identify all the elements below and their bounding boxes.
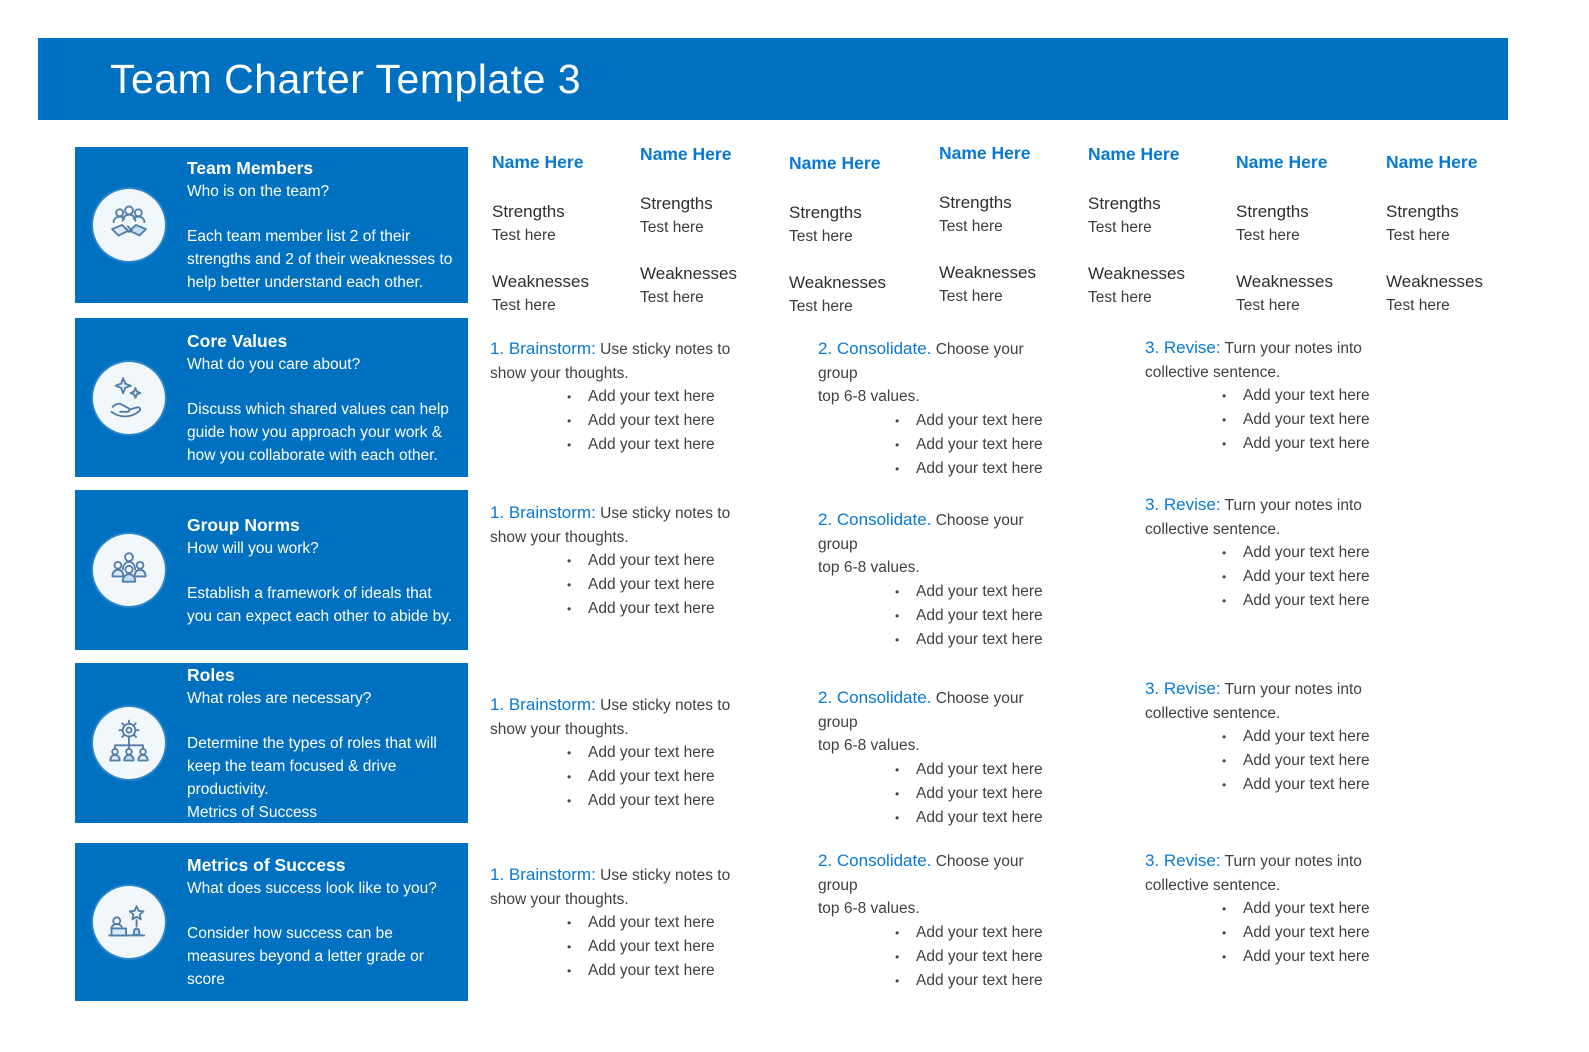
step-heading (490, 337, 820, 385)
process-step-cell (818, 686, 1148, 830)
step-label: 1. Brainstorm: (490, 339, 596, 358)
bullet-text: Add your text here (916, 923, 1043, 941)
step-instruction-line: group (818, 364, 858, 382)
bullet-text: Add your text here (916, 582, 1043, 600)
icon-circle (93, 189, 165, 261)
slide-header (38, 38, 1508, 120)
weaknesses-entry-placeholder[interactable]: Test here (492, 297, 556, 314)
step-bullet-list (567, 385, 820, 457)
step-bullet-list (895, 758, 1148, 830)
weaknesses-label: Weaknesses (1088, 264, 1186, 283)
member-column (1236, 152, 1376, 318)
bullet-item-placeholder[interactable] (567, 549, 820, 573)
process-step-cell (1145, 849, 1475, 969)
process-step-cell (490, 337, 820, 457)
member-name-placeholder[interactable]: Name Here (492, 152, 584, 172)
bullet-text: Add your text here (588, 576, 715, 593)
step-label: 2. Consolidate. (818, 851, 932, 870)
step-instruction: Choose your (935, 853, 1024, 870)
strengths-entry-placeholder[interactable]: Test here (492, 227, 556, 244)
bullet-text: Add your text here (916, 760, 1043, 778)
member-column (640, 144, 780, 310)
section-title: Group Norms (187, 514, 300, 535)
bullet-text: Add your text here (1243, 776, 1370, 793)
bullet-icon: • (567, 414, 572, 428)
bullet-text: Add your text here (588, 388, 715, 405)
process-step-cell (1145, 336, 1475, 456)
bullet-item-placeholder[interactable] (1222, 725, 1475, 749)
bullet-icon: • (895, 437, 900, 452)
bullet-icon: • (895, 973, 900, 988)
step-instruction-line: collective sentence. (1145, 876, 1281, 894)
section-text (187, 156, 458, 294)
bullet-text: Add your text here (1243, 592, 1370, 609)
team-members-icon (101, 197, 157, 253)
bullet-text: Add your text here (916, 630, 1043, 648)
weaknesses-entry-placeholder[interactable]: Test here (1236, 297, 1300, 314)
bullet-icon: • (567, 770, 572, 784)
step-heading (818, 849, 1148, 921)
bullet-icon: • (1222, 546, 1227, 560)
icon-circle (93, 534, 165, 606)
bullet-text: Add your text here (916, 435, 1043, 453)
section-description: Determine the types of roles that will keep the team focused & drive productivity. (187, 734, 437, 798)
icon-circle (93, 362, 165, 434)
strengths-entry-placeholder[interactable]: Test here (640, 219, 704, 236)
bullet-icon: • (567, 964, 572, 978)
section-question: What do you care about? (187, 355, 361, 373)
step-instruction-line: top 6-8 values. (818, 388, 920, 405)
member-column (1386, 152, 1526, 318)
step-instruction-line: collective sentence. (1145, 520, 1281, 538)
bullet-text: Add your text here (588, 914, 715, 931)
weaknesses-entry-placeholder[interactable]: Test here (1088, 289, 1152, 306)
strengths-entry-placeholder[interactable]: Test here (939, 218, 1003, 235)
bullet-item-placeholder[interactable] (895, 604, 1148, 628)
step-instruction-line: collective sentence. (1145, 704, 1281, 722)
process-step-cell (1145, 493, 1475, 613)
bullet-item-placeholder[interactable] (1222, 921, 1475, 945)
section-title: Team Members (187, 158, 314, 178)
metrics-of-success-icon (101, 894, 157, 950)
bullet-text: Add your text here (588, 412, 715, 429)
process-step-cell (490, 863, 820, 983)
step-label: 2. Consolidate. (818, 510, 932, 529)
step-instruction-line: top 6-8 values. (818, 900, 920, 917)
step-label: 2. Consolidate. (818, 339, 932, 358)
step-heading (490, 501, 820, 549)
weaknesses-entry-placeholder[interactable]: Test here (789, 298, 853, 315)
bullet-text: Add your text here (1243, 568, 1370, 585)
bullet-text: Add your text here (588, 938, 715, 955)
step-instruction-line: show your thoughts. (490, 364, 629, 382)
bullet-item-placeholder[interactable] (567, 573, 820, 597)
bullet-icon: • (1222, 594, 1227, 608)
step-instruction: Turn your notes into (1224, 681, 1362, 698)
bullet-icon: • (567, 602, 572, 616)
section-title: Core Values (187, 330, 288, 351)
member-name-placeholder[interactable]: Name Here (789, 153, 881, 173)
bullet-text: Add your text here (916, 411, 1043, 429)
bullet-item-placeholder[interactable] (1222, 384, 1475, 408)
strengths-entry-placeholder[interactable]: Test here (1386, 227, 1450, 244)
bullet-text: Add your text here (588, 552, 715, 569)
bullet-icon: • (1222, 754, 1227, 768)
page-title: Team Charter Template 3 (110, 55, 582, 102)
step-heading (1145, 677, 1475, 725)
weaknesses-entry-placeholder[interactable]: Test here (1386, 297, 1450, 314)
member-name-placeholder[interactable]: Name Here (1236, 152, 1328, 172)
strengths-entry-placeholder[interactable]: Test here (1088, 219, 1152, 236)
bullet-item-placeholder[interactable] (895, 628, 1148, 652)
bullet-text: Add your text here (1243, 900, 1370, 917)
sidebar-section-group-norms (75, 490, 468, 650)
bullet-icon: • (1222, 950, 1227, 964)
step-heading (490, 863, 820, 911)
strengths-label: Strengths (1386, 202, 1459, 221)
process-step-cell (818, 337, 1148, 481)
section-text (187, 853, 458, 991)
process-step-cell (1145, 677, 1475, 797)
section-question: What does success look like to you? (187, 880, 437, 897)
bullet-text: Add your text here (1243, 752, 1370, 769)
bullet-item-placeholder[interactable] (895, 969, 1148, 993)
step-instruction: Choose your (935, 512, 1024, 529)
bullet-icon: • (1222, 926, 1227, 940)
bullet-item-placeholder[interactable] (567, 433, 820, 457)
weaknesses-label: Weaknesses (492, 272, 590, 291)
weaknesses-entry-placeholder[interactable]: Test here (640, 289, 704, 306)
icon-circle (93, 707, 165, 779)
step-label: 1. Brainstorm: (490, 865, 596, 884)
weaknesses-label: Weaknesses (1236, 272, 1334, 291)
process-step-cell (818, 849, 1148, 993)
bullet-item-placeholder[interactable] (895, 921, 1148, 945)
bullet-item-placeholder[interactable] (1222, 432, 1475, 456)
bullet-item-placeholder[interactable] (567, 409, 820, 433)
bullet-item-placeholder[interactable] (567, 765, 820, 789)
weaknesses-entry-placeholder[interactable]: Test here (939, 288, 1003, 305)
section-text (187, 663, 458, 824)
bullet-icon: • (895, 949, 900, 964)
step-bullet-list (895, 921, 1148, 993)
step-bullet-list (567, 741, 820, 813)
strengths-entry-placeholder[interactable]: Test here (1236, 227, 1300, 244)
step-label: 1. Brainstorm: (490, 695, 596, 714)
bullet-icon: • (567, 940, 572, 954)
step-heading (1145, 336, 1475, 384)
step-bullet-list (895, 580, 1148, 652)
process-step-cell (490, 501, 820, 621)
step-bullet-list (567, 911, 820, 983)
member-name-placeholder[interactable]: Name Here (640, 144, 732, 164)
bullet-text: Add your text here (588, 744, 715, 761)
sidebar-section-team-members (75, 147, 468, 303)
bullet-text: Add your text here (588, 768, 715, 785)
core-values-icon (101, 370, 157, 426)
bullet-text: Add your text here (588, 600, 715, 617)
step-instruction-line: show your thoughts. (490, 720, 629, 738)
step-bullet-list (1222, 897, 1475, 969)
bullet-text: Add your text here (1243, 544, 1370, 561)
bullet-item-placeholder[interactable] (1222, 897, 1475, 921)
step-heading (1145, 849, 1475, 897)
section-title: Roles (187, 664, 235, 685)
member-name-placeholder[interactable]: Name Here (1386, 152, 1478, 172)
bullet-icon: • (1222, 570, 1227, 584)
bullet-item-placeholder[interactable] (567, 597, 820, 621)
step-heading (1145, 493, 1475, 541)
step-instruction-line: top 6-8 values. (818, 559, 920, 576)
section-extra-line: Metrics of Success (187, 803, 318, 821)
bullet-text: Add your text here (1243, 924, 1370, 941)
step-instruction: Turn your notes into (1224, 853, 1362, 870)
bullet-icon: • (567, 578, 572, 592)
member-column (492, 152, 632, 318)
strengths-label: Strengths (1088, 194, 1161, 213)
strengths-label: Strengths (492, 202, 565, 221)
bullet-item-placeholder[interactable] (1222, 589, 1475, 613)
bullet-icon: • (895, 413, 900, 428)
icon-circle (93, 886, 165, 958)
bullet-item-placeholder[interactable] (895, 433, 1148, 457)
step-bullet-list (567, 549, 820, 621)
step-instruction: Turn your notes into (1224, 340, 1362, 357)
step-instruction: Use sticky notes to (600, 697, 731, 714)
step-bullet-list (1222, 541, 1475, 613)
member-name-placeholder[interactable]: Name Here (939, 143, 1031, 163)
weaknesses-label: Weaknesses (789, 273, 887, 292)
strengths-label: Strengths (640, 194, 713, 213)
sidebar-section-core-values (75, 318, 468, 477)
step-instruction: Use sticky notes to (600, 867, 731, 884)
strengths-label: Strengths (1236, 202, 1309, 221)
strengths-label: Strengths (939, 193, 1012, 212)
step-bullet-list (895, 409, 1148, 481)
bullet-item-placeholder[interactable] (895, 758, 1148, 782)
step-label: 3. Revise: (1145, 851, 1221, 870)
step-bullet-list (1222, 384, 1475, 456)
section-description: Discuss which shared values can help guide how you approach your work & how you collaborate with each other. (187, 400, 449, 464)
bullet-text: Add your text here (588, 962, 715, 979)
step-label: 3. Revise: (1145, 495, 1221, 514)
process-step-cell (818, 508, 1148, 652)
weaknesses-label: Weaknesses (1386, 272, 1484, 291)
bullet-icon: • (567, 916, 572, 930)
step-heading (490, 693, 820, 741)
bullet-text: Add your text here (916, 808, 1043, 826)
bullet-icon: • (567, 794, 572, 808)
bullet-icon: • (1222, 902, 1227, 916)
bullet-text: Add your text here (916, 606, 1043, 624)
bullet-icon: • (567, 554, 572, 568)
bullet-item-placeholder[interactable] (895, 580, 1148, 604)
bullet-text: Add your text here (916, 459, 1043, 477)
bullet-text: Add your text here (1243, 387, 1370, 404)
bullet-item-placeholder[interactable] (1222, 749, 1475, 773)
bullet-item-placeholder[interactable] (1222, 945, 1475, 969)
step-instruction-line: group (818, 713, 858, 731)
member-column (1088, 144, 1228, 310)
step-label: 1. Brainstorm: (490, 503, 596, 522)
bullet-icon: • (1222, 730, 1227, 744)
bullet-icon: • (567, 390, 572, 404)
bullet-icon: • (895, 632, 900, 647)
step-instruction-line: group (818, 876, 858, 894)
bullet-item-placeholder[interactable] (567, 935, 820, 959)
step-instruction-line: show your thoughts. (490, 528, 629, 546)
bullet-text: Add your text here (916, 971, 1043, 989)
member-column (939, 143, 1079, 309)
bullet-icon: • (895, 925, 900, 940)
section-description: Consider how success can be measures beyond a letter grade or score (187, 925, 424, 988)
bullet-text: Add your text here (916, 784, 1043, 802)
member-name-placeholder[interactable]: Name Here (1088, 144, 1180, 164)
bullet-item-placeholder[interactable] (567, 385, 820, 409)
bullet-item-placeholder[interactable] (1222, 773, 1475, 797)
roles-icon (101, 715, 157, 771)
step-bullet-list (1222, 725, 1475, 797)
bullet-item-placeholder[interactable] (895, 457, 1148, 481)
bullet-text: Add your text here (588, 436, 715, 453)
section-description: Each team member list 2 of their strengths and 2 of their weaknesses to help better understand each other. (187, 228, 453, 291)
section-text (187, 329, 458, 467)
section-text (187, 513, 458, 628)
step-instruction: Use sticky notes to (600, 505, 731, 522)
weaknesses-label: Weaknesses (640, 264, 738, 283)
bullet-text: Add your text here (1243, 728, 1370, 745)
section-title: Metrics of Success (187, 855, 346, 875)
bullet-item-placeholder[interactable] (567, 789, 820, 813)
process-step-cell (490, 693, 820, 813)
section-description: Establish a framework of ideals that you can expect each other to abide by. (187, 584, 453, 625)
bullet-item-placeholder[interactable] (567, 741, 820, 765)
bullet-icon: • (1222, 437, 1227, 451)
bullet-icon: • (895, 762, 900, 777)
bullet-item-placeholder[interactable] (895, 782, 1148, 806)
bullet-text: Add your text here (588, 792, 715, 809)
section-question: Who is on the team? (187, 183, 330, 200)
strengths-label: Strengths (789, 203, 862, 222)
bullet-icon: • (1222, 778, 1227, 792)
step-heading (818, 686, 1148, 758)
bullet-item-placeholder[interactable] (895, 409, 1148, 433)
step-instruction-line: show your thoughts. (490, 890, 629, 908)
sidebar-section-metrics-of-success (75, 843, 468, 1001)
bullet-icon: • (895, 810, 900, 825)
bullet-icon: • (1222, 389, 1227, 403)
bullet-icon: • (895, 786, 900, 801)
bullet-icon: • (567, 746, 572, 760)
step-label: 3. Revise: (1145, 338, 1221, 357)
step-instruction-line: collective sentence. (1145, 363, 1281, 381)
strengths-entry-placeholder[interactable]: Test here (789, 228, 853, 245)
bullet-item-placeholder[interactable] (895, 945, 1148, 969)
step-label: 3. Revise: (1145, 679, 1221, 698)
bullet-text: Add your text here (1243, 435, 1370, 452)
bullet-item-placeholder[interactable] (567, 911, 820, 935)
bullet-item-placeholder[interactable] (1222, 565, 1475, 589)
step-label: 2. Consolidate. (818, 688, 932, 707)
section-question: How will you work? (187, 539, 319, 557)
member-column (789, 153, 929, 319)
section-question: What roles are necessary? (187, 689, 372, 707)
bullet-icon: • (567, 438, 572, 452)
step-instruction: Choose your (935, 690, 1024, 707)
sidebar-section-roles (75, 663, 468, 823)
bullet-item-placeholder[interactable] (1222, 408, 1475, 432)
bullet-text: Add your text here (916, 947, 1043, 965)
bullet-icon: • (1222, 413, 1227, 427)
step-instruction: Choose your (935, 341, 1024, 358)
step-heading (818, 337, 1148, 409)
step-instruction-line: top 6-8 values. (818, 737, 920, 754)
bullet-text: Add your text here (1243, 411, 1370, 428)
weaknesses-label: Weaknesses (939, 263, 1037, 282)
bullet-item-placeholder[interactable] (895, 806, 1148, 830)
step-instruction-line: group (818, 535, 858, 553)
step-heading (818, 508, 1148, 580)
bullet-item-placeholder[interactable] (567, 959, 820, 983)
bullet-text: Add your text here (1243, 948, 1370, 965)
bullet-icon: • (895, 608, 900, 623)
step-instruction: Turn your notes into (1224, 497, 1362, 514)
group-norms-icon (101, 542, 157, 598)
bullet-icon: • (895, 461, 900, 476)
step-instruction: Use sticky notes to (600, 341, 731, 358)
bullet-icon: • (895, 584, 900, 599)
bullet-item-placeholder[interactable] (1222, 541, 1475, 565)
